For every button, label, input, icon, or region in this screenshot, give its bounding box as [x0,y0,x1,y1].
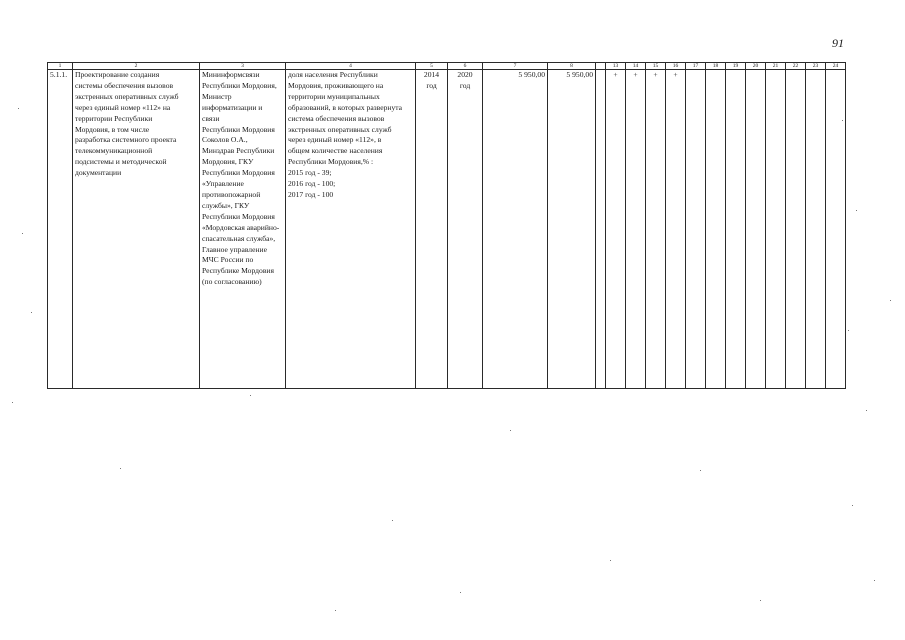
column-number: 5 [416,63,448,70]
mark-cell: + [606,70,626,389]
mark-cell [766,70,786,389]
start-year: 2014 год [416,70,448,389]
mark-cell [726,70,746,389]
column-number: 19 [726,63,746,70]
column-number: 13 [606,63,626,70]
executors: Мининформсвязи Республики Мордовия, Министр информатизации и связи Республики Мордовия Соколов О.А., Минздрав Республики Мордовия, ГКУ Республики Мордовия «Управление противопожарной службы», ГКУ Республики Мордовия «Мордовская аварийно- спасательная служба», Главное управление МЧС России по Республике Мордовия (по согласованию) [200,70,286,389]
column-number: 24 [826,63,846,70]
column-number: 8 [548,63,596,70]
column-number: 6 [448,63,483,70]
column-number: 15 [646,63,666,70]
mark-cell: + [646,70,666,389]
column-number: 21 [766,63,786,70]
column-number: 23 [806,63,826,70]
mark-cell [826,70,846,389]
mark-cell: + [626,70,646,389]
mark-cell [806,70,826,389]
column-number: 3 [200,63,286,70]
indicator: доля населения Республики Мордовия, проживающего на территории муниципальных образований, в которых развернута система обеспечения вызовов экстренных оперативных служб через единый номер «112», в общем количестве населения Республики Мордовия,% : 2015 год - 39; 2016 год - 100; 2017 год - 100 [286,70,416,389]
mark-cell: + [666,70,686,389]
mark-cell [706,70,726,389]
column-number: 22 [786,63,806,70]
program-table [47,62,866,389]
column-number: 7 [483,63,548,70]
measure-name: Проектирование создания системы обеспечения вызовов экстренных оперативных служб через единый номер «112» на территории Республики Мордовия, в том числе разработка системного проекта телекоммуникационной подсистемы и методической документации [73,70,200,389]
mark-cell [686,70,706,389]
column-number: 17 [686,63,706,70]
amount-budget: 5 950,00 [548,70,596,389]
column-number: 2 [73,63,200,70]
column-number: 16 [666,63,686,70]
amount-total: 5 950,00 [483,70,548,389]
mark-cell [786,70,806,389]
column-number: 20 [746,63,766,70]
mark-cell [746,70,766,389]
table-row [48,70,866,389]
column-number: 18 [706,63,726,70]
column-number-row [48,63,866,70]
column-number: 1 [48,63,73,70]
page-number: 91 [832,36,844,50]
end-year: 2020 год [448,70,483,389]
row-number: 5.1.1. [48,70,73,389]
column-number: 4 [286,63,416,70]
column-gap [596,70,606,389]
column-number: 14 [626,63,646,70]
column-gap [596,63,606,70]
